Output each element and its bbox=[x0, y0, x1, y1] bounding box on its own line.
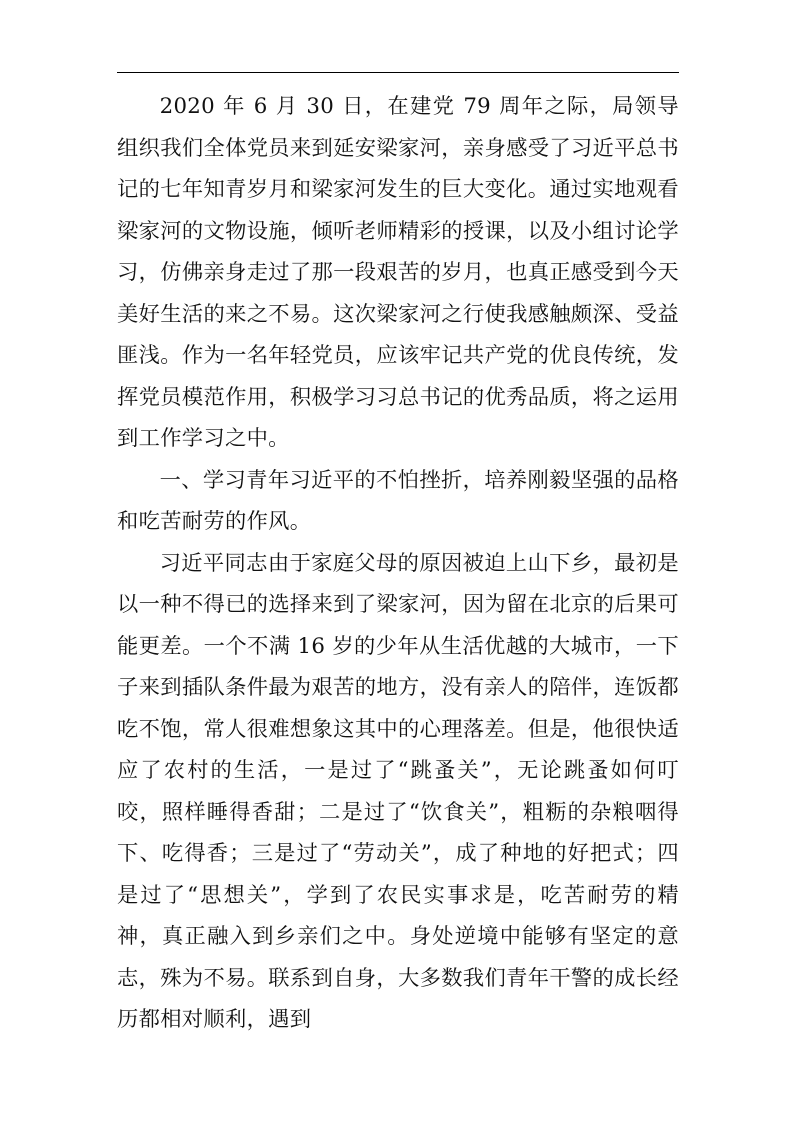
paragraph-body: 习近平同志由于家庭父母的原因被迫上山下乡，最初是以一种不得已的选择来到了梁家河，因为留在北京的后果可能更差。一个不满 16 岁的少年从生活优越的大城市，一下子来到插队条件最为艰苦的地方，没有亲人的陪伴，连饭都吃不饱，常人很难想象这其中的心理落差。但是，他很快适应了农村的生活，一是过了“跳蚤关”，无论跳蚤如何叮咬，照样睡得香甜；二是过了“饮食关”，粗粝的杂粮咽得下、吃得香；三是过了“劳动关”，成了种地的好把式；四是过了“思想关”，学到了农民实事求是，吃苦耐劳的精神，真正融入到乡亲们之中。身处逆境中能够有坚定的意志，殊为不易。联系到自身，大多数我们青年干警的成长经历都相对顺利，遇到 bbox=[117, 550, 679, 1032]
paragraph-intro: 2020 年 6 月 30 日，在建党 79 周年之际，局领导组织我们全体党员来到延安梁家河，亲身感受了习近平总书记的七年知青岁月和梁家河发生的巨大变化。通过实地观看梁家河的文物设施，倾听老师精彩的授课，以及小组讨论学习，仿佛亲身走过了那一段艰苦的岁月，也真正感受到今天美好生活的来之不易。这次梁家河之行使我感触颇深、受益匪浅。作为一名年轻党员，应该牢记共产党的优良传统，发挥党员模范作用，积极学习习总书记的优秀品质，将之运用到工作学习之中。 bbox=[117, 94, 679, 451]
section-heading-1: 一、学习青年习近平的不怕挫折，培养刚毅坚强的品格和吃苦耐劳的作风。 bbox=[117, 467, 679, 534]
document-body bbox=[117, 86, 679, 1041]
header-rule bbox=[117, 72, 679, 73]
